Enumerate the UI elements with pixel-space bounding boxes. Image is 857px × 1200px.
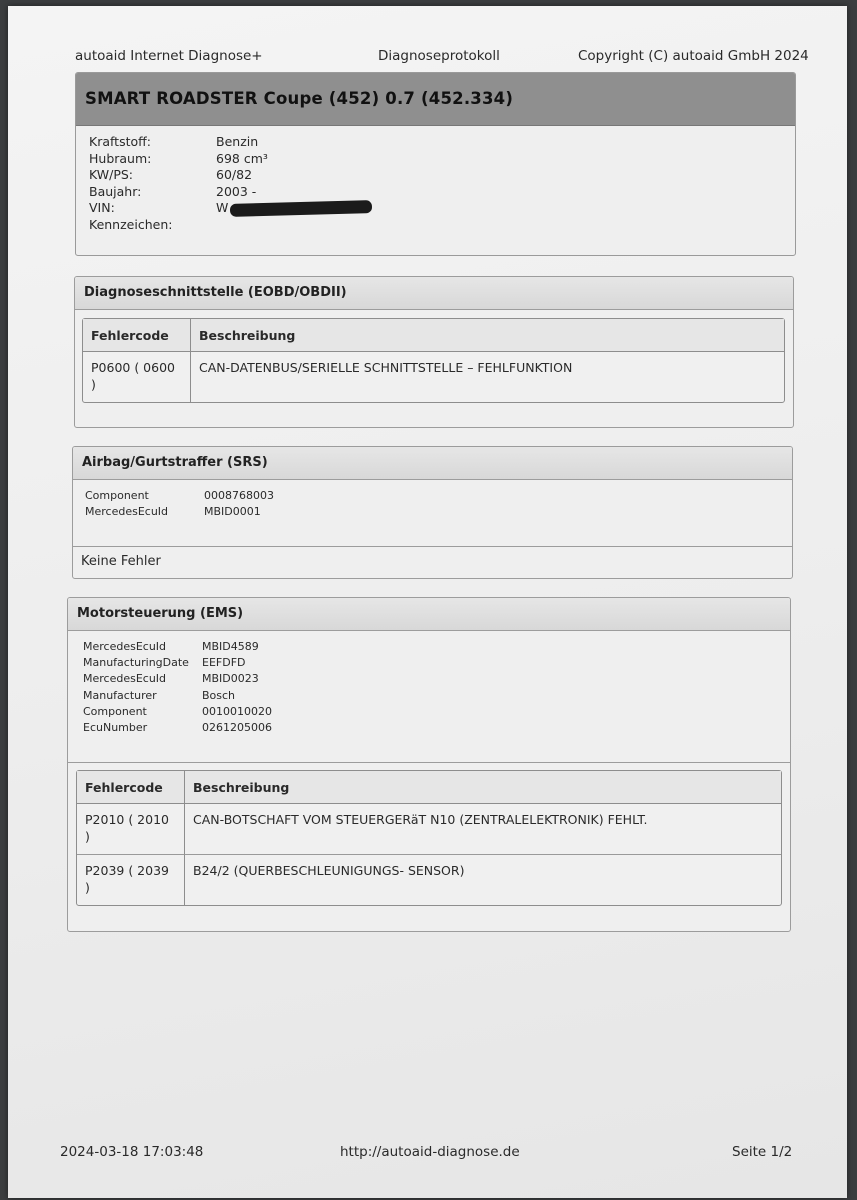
header-app-name: autoaid Internet Diagnose+ — [75, 48, 263, 64]
field-label: Baujahr: — [89, 183, 142, 199]
diagnostic-report-page — [8, 6, 847, 1198]
field-value: 60/82 — [216, 167, 253, 182]
info-label: MercedesEcuId — [85, 505, 169, 519]
ecu-info-row — [83, 688, 272, 704]
info-value: 0261205006 — [202, 721, 272, 735]
ecu-info-row — [83, 671, 272, 687]
column-header-code: Fehlercode — [83, 319, 191, 352]
table-row — [77, 804, 781, 854]
header-document-title: Diagnoseprotokoll — [378, 48, 500, 64]
info-value: MBID0023 — [202, 672, 259, 686]
field-value: 2003 - — [216, 183, 257, 199]
vehicle-field-row — [89, 200, 372, 217]
section-eobd — [74, 276, 794, 428]
ecu-info-row — [83, 720, 272, 736]
fault-code-table — [76, 770, 782, 906]
vehicle-fields — [89, 134, 372, 233]
ecu-info — [83, 639, 272, 736]
field-value: 698 cm³ — [216, 150, 268, 166]
fault-description: CAN-DATENBUS/SERIELLE SCHNITTSTELLE – FEHLFUNKTION — [199, 360, 573, 375]
field-value: Benzin — [216, 134, 259, 149]
footer-timestamp: 2024-03-18 17:03:48 — [60, 1144, 204, 1160]
vin-visible-part: W — [216, 200, 229, 215]
vehicle-field-row — [89, 184, 372, 201]
divider — [68, 762, 790, 763]
table-header-row — [77, 771, 781, 804]
column-header-code: Fehlercode — [77, 771, 185, 804]
field-label: Kraftstoff: — [89, 134, 151, 149]
column-header-description: Beschreibung — [185, 771, 781, 804]
ecu-info-row — [85, 488, 274, 504]
info-value: EEFDFD — [202, 656, 246, 670]
fault-code: P0600 ( 0600 ) — [83, 352, 191, 402]
fault-code: P2039 ( 2039 ) — [77, 854, 185, 905]
section-title: Diagnoseschnittstelle (EOBD/OBDII) — [75, 277, 793, 310]
section-srs — [72, 446, 793, 579]
ecu-info-row — [83, 639, 272, 655]
section-ems — [67, 597, 791, 932]
footer-url[interactable]: http://autoaid-diagnose.de — [340, 1144, 520, 1160]
field-label: Kennzeichen: — [89, 216, 173, 232]
info-value: Bosch — [202, 688, 236, 702]
field-value — [216, 200, 372, 217]
fault-code-table — [82, 318, 785, 403]
info-value: 0010010020 — [202, 704, 272, 718]
info-label: ManufacturingDate — [83, 656, 189, 670]
vehicle-title: SMART ROADSTER Coupe (452) 0.7 (452.334) — [76, 73, 795, 126]
section-title: Motorsteuerung (EMS) — [68, 598, 790, 631]
footer-page-number: Seite 1/2 — [732, 1144, 793, 1160]
fault-code: P2010 ( 2010 ) — [77, 804, 185, 854]
column-header-description: Beschreibung — [191, 319, 784, 352]
vin-redaction-bar — [230, 200, 372, 217]
info-label: Component — [85, 489, 149, 502]
header-copyright: Copyright (C) autoaid GmbH 2024 — [578, 48, 809, 64]
info-label: MercedesEcuId — [83, 640, 167, 653]
info-label: Component — [83, 704, 147, 718]
table-header-row — [83, 319, 784, 352]
fault-description: B24/2 (QUERBESCHLEUNIGUNGS- SENSOR) — [185, 854, 781, 905]
info-value: 0008768003 — [204, 489, 274, 502]
vehicle-field-row — [89, 151, 372, 168]
vehicle-field-row — [89, 167, 372, 184]
table-row — [83, 352, 784, 402]
vehicle-info-card — [75, 72, 796, 256]
table-row — [77, 854, 781, 905]
ecu-info-row — [83, 704, 272, 720]
field-label: KW/PS: — [89, 167, 134, 182]
vehicle-field-row — [89, 134, 372, 151]
vehicle-field-row — [89, 217, 372, 234]
section-title: Airbag/Gurtstraffer (SRS) — [73, 447, 792, 480]
info-label: EcuNumber — [83, 721, 148, 735]
ecu-info — [85, 488, 274, 520]
info-label: MercedesEcuId — [83, 672, 167, 686]
info-value: MBID0001 — [204, 505, 261, 519]
field-label: VIN: — [89, 200, 115, 215]
fault-description: CAN-BOTSCHAFT VOM STEUERGERäT N10 (ZENTRALELEKTRONIK) FEHLT. — [193, 812, 648, 827]
field-label: Hubraum: — [89, 150, 152, 166]
no-fault-status: Keine Fehler — [73, 546, 792, 579]
ecu-info-row — [85, 504, 274, 520]
info-label: Manufacturer — [83, 688, 157, 702]
info-value: MBID4589 — [202, 640, 259, 653]
ecu-info-row — [83, 655, 272, 671]
